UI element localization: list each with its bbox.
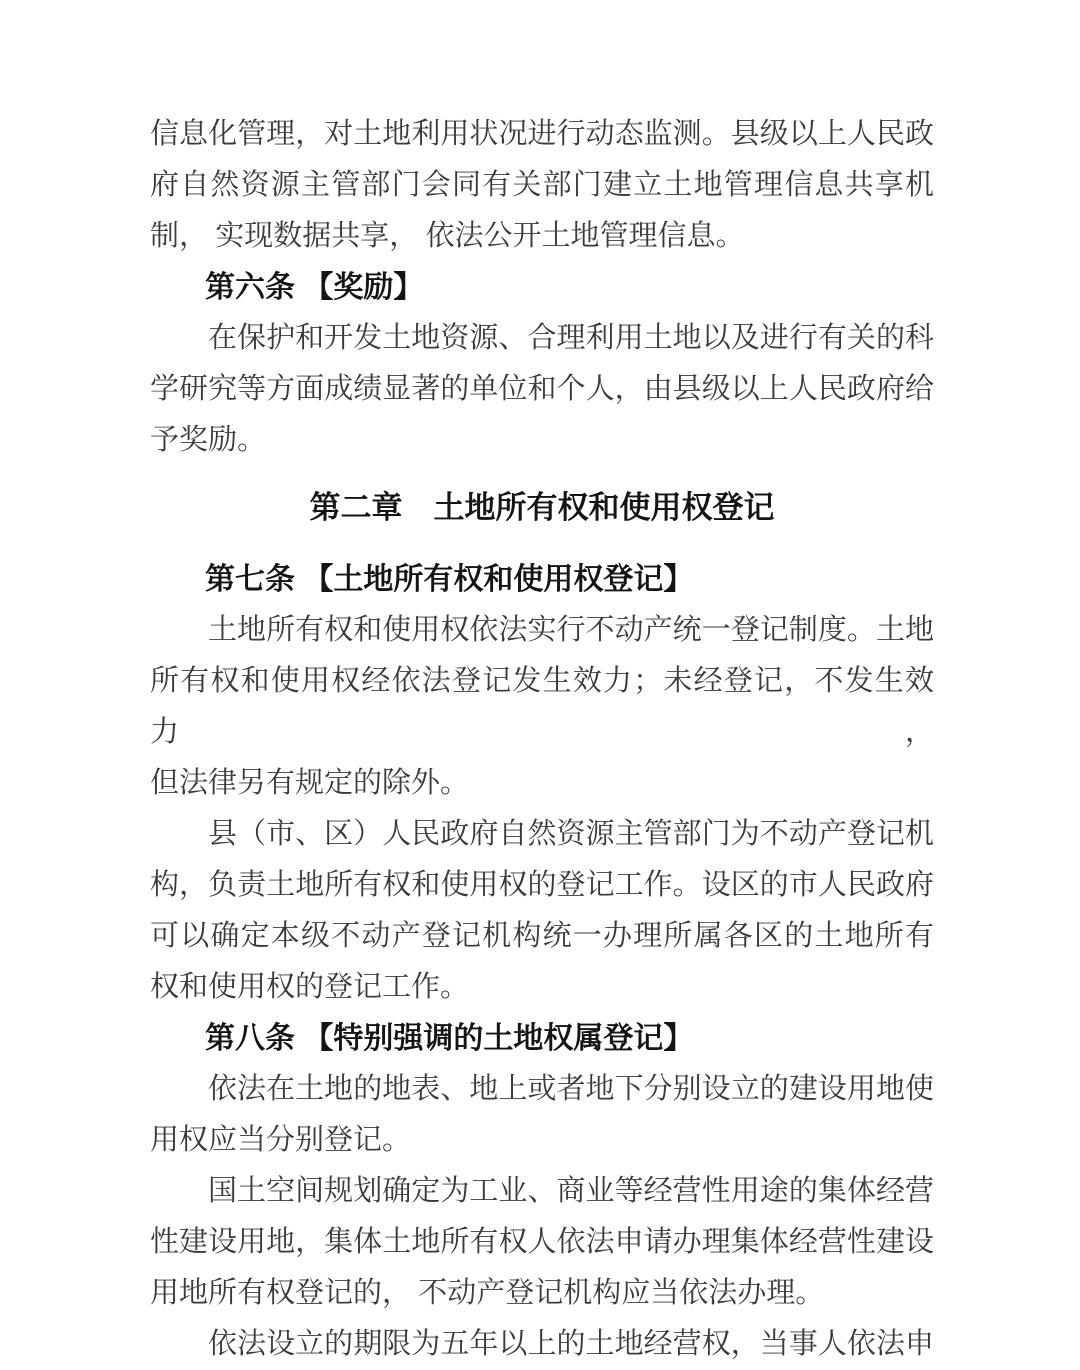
text-line: 府自然资源主管部门会同有关部门建立土地管理信息共享机 [150,169,934,201]
text-line: 信息化管理，对土地利用状况进行动态监测。县级以上人民政 [150,118,934,150]
text-line: 土地所有权和使用权依法实行不动产统一登记制度。土地 [208,614,934,646]
text-line: 在保护和开发土地资源、合理利用土地以及进行有关的科 [208,322,934,354]
paragraph [150,809,934,1013]
paragraph [150,1319,934,1370]
text-line: 学研究等方面成绩显著的单位和个人，由县级以上人民政府给 [150,373,934,405]
paragraph [150,1064,934,1166]
paragraph [150,605,934,809]
text-line: 依法在土地的地表、地上或者地下分别设立的建设用地使 [208,1073,934,1105]
text-line: 性建设用地，集体土地所有权人依法申请办理集体经营性建设 [150,1226,934,1258]
text-line: 予奖励。 [150,424,267,456]
text-line: 用地所有权登记的， 不动产登记机构应当依法办理。 [150,1277,825,1309]
text-line: 构，负责土地所有权和使用权的登记工作。设区的市人民政府 [150,869,934,901]
article-7-heading: 第七条 【土地所有权和使用权登记】 [205,563,694,596]
text-line: 依法设立的期限为五年以上的土地经营权，当事人依法申 [208,1328,934,1360]
text-line: 所有权和使用权经依法登记发生效力；未经登记，不发生效力， [150,665,934,748]
text-line: 但法律另有规定的除外。 [150,767,470,799]
article-6-heading: 第六条 【奖励】 [205,271,424,304]
article-8-heading: 第八条 【特别强调的土地权属登记】 [205,1022,694,1055]
text-line: 权和使用权的登记工作。 [150,971,470,1003]
text-line: 县（市、区）人民政府自然资源主管部门为不动产登记机 [208,818,934,850]
chapter-2-heading: 第二章 土地所有权和使用权登记 [309,490,775,525]
text-line: 可以确定本级不动产登记机构统一办理所属各区的土地所有 [150,920,934,952]
paragraph [150,109,934,262]
paragraph [150,313,934,466]
text-line: 用权应当分别登记。 [150,1124,412,1156]
text-line: 国土空间规划确定为工业、商业等经营性用途的集体经营 [208,1175,934,1207]
text-line: 制， 实现数据共享， 依法公开土地管理信息。 [150,220,745,252]
paragraph [150,1166,934,1319]
